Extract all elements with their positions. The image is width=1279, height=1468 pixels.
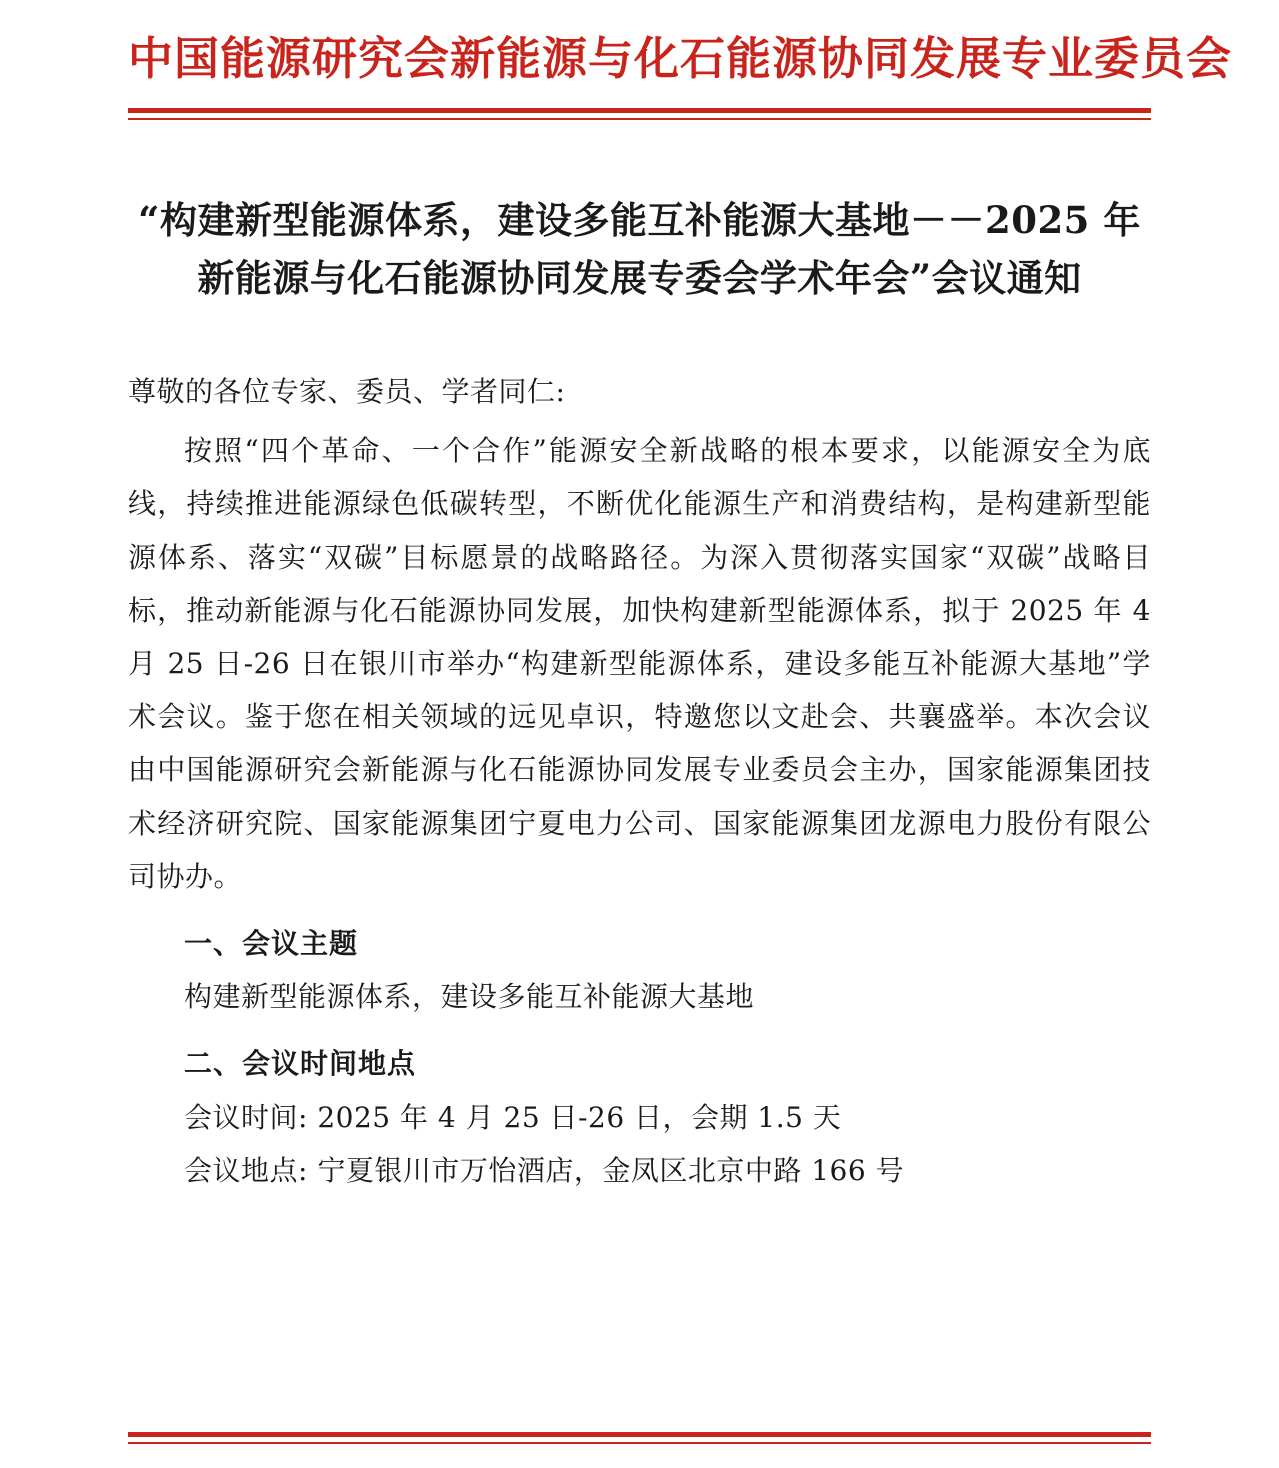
section-heading-2: 二、会议时间地点 bbox=[184, 1047, 417, 1081]
footer-rule-thick bbox=[128, 1432, 1151, 1437]
salutation: 尊敬的各位专家、委员、学者同仁: bbox=[128, 375, 566, 409]
document-title: “构建新型能源体系，建设多能互补能源大基地－－2025 年新能源与化石能源协同发展专委会学术年会”会议通知 bbox=[138, 198, 1141, 300]
section-1-line-1: 构建新型能源体系，建设多能互补能源大基地 bbox=[184, 980, 755, 1014]
letterhead bbox=[128, 0, 1233, 120]
footer-rules bbox=[128, 1432, 1151, 1444]
footer-rule-thin bbox=[128, 1442, 1151, 1444]
letterhead-organization-title: 中国能源研究会新能源与化石能源协同发展专业委员会 bbox=[128, 32, 1233, 85]
letterhead-rule-thin bbox=[128, 118, 1151, 120]
section-2-line-2: 会议地点: 宁夏银川市万怡酒店，金凤区北京中路 166 号 bbox=[184, 1153, 905, 1187]
section-heading-1: 一、会议主题 bbox=[184, 926, 359, 960]
body-paragraph-1: 按照“四个革命、一个合作”能源安全新战略的根本要求，以能源安全为底线，持续推进能源绿色低碳转型，不断优化能源生产和消费结构，是构建新型能源体系、落实“双碳”目标愿景的战略路径。为深入贯彻落实国家“双碳”战略目标，推动新能源与化石能源协同发展，加快构建新型能源体系，拟于 2025 年 4 月 25 日-26 日在银川市举办“构建新型能源体系，建设多能互补能源大基地”学术会议。鉴于您在相关领域的远见卓识，特邀您以文赴会、共襄盛举。本次会议由中国能源研究会新能源与化石能源协同发展专业委员会主办，国家能源集团技术经济研究院、国家能源集团宁夏电力公司、国家能源集团龙源电力股份有限公司协办。 bbox=[128, 434, 1151, 893]
letterhead-rules bbox=[128, 108, 1151, 120]
section-2-line-1: 会议时间: 2025 年 4 月 25 日-26 日，会期 1.5 天 bbox=[184, 1100, 842, 1134]
